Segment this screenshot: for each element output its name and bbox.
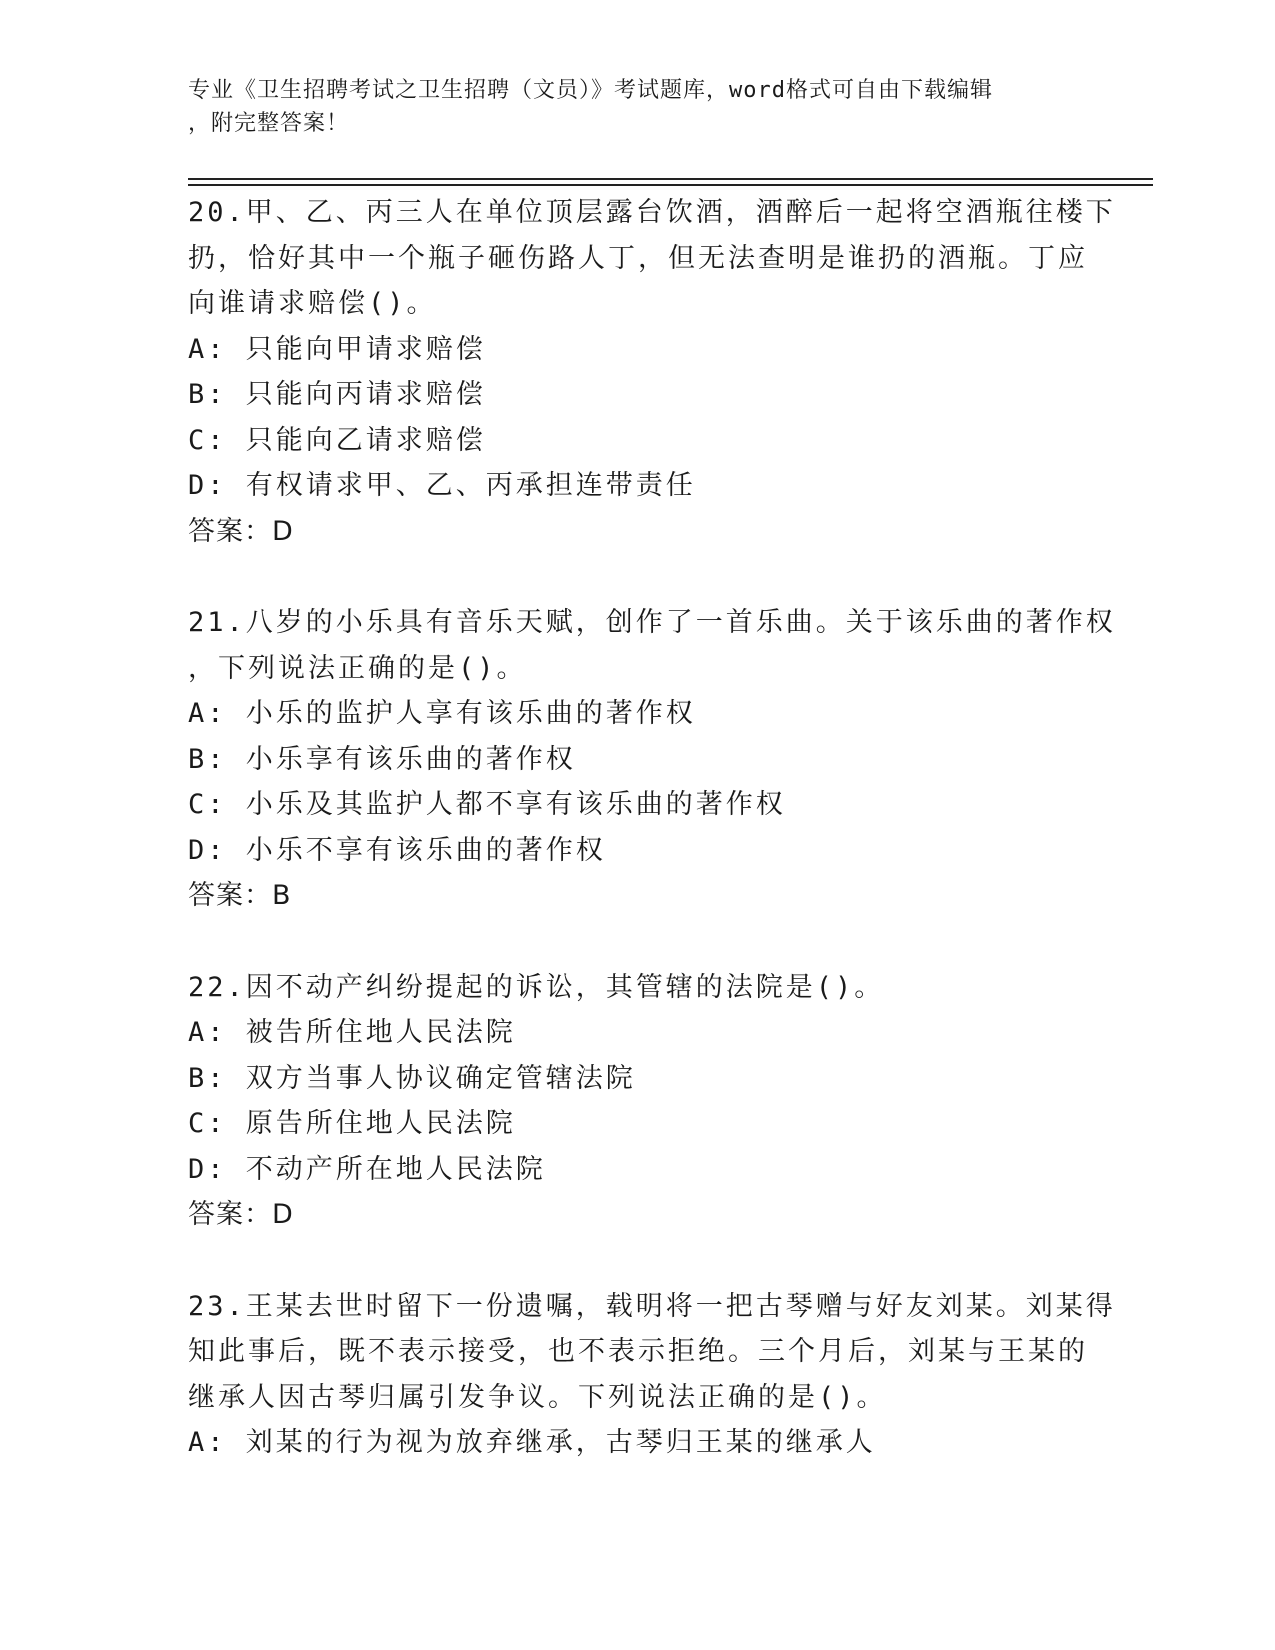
header-line-1: 专业《卫生招聘考试之卫生招聘（文员）》考试题库，word格式可自由下载编辑 <box>188 78 993 103</box>
question-text-line: 22.因不动产纠纷提起的诉讼，其管辖的法院是()。 <box>188 971 885 1003</box>
option-c: C: 小乐及其监护人都不享有该乐曲的著作权 <box>188 789 786 820</box>
document-header <box>188 74 1068 140</box>
option-c: C: 只能向乙请求赔偿 <box>188 424 486 456</box>
option-c: C: 原告所住地人民法院 <box>188 1108 516 1139</box>
header-rule-bottom <box>188 184 1153 186</box>
question-text-line: ，下列说法正确的是()。 <box>188 652 527 684</box>
option-a: A: 只能向甲请求赔偿 <box>188 333 486 365</box>
question-text-line: 扔，恰好其中一个瓶子砸伤路人丁，但无法查明是谁扔的酒瓶。丁应 <box>188 242 1088 274</box>
header-rule-top <box>188 178 1153 180</box>
answer-line: 答案：D <box>188 515 294 547</box>
option-a: A: 小乐的监护人享有该乐曲的著作权 <box>188 698 696 729</box>
option-a: A: 刘某的行为视为放弃继承，古琴归王某的继承人 <box>188 1427 876 1458</box>
option-a: A: 被告所住地人民法院 <box>188 1017 516 1048</box>
question-22 <box>188 965 1088 1238</box>
question-text-line: 继承人因古琴归属引发争议。下列说法正确的是()。 <box>188 1381 887 1413</box>
option-d: D: 有权请求甲、乙、丙承担连带责任 <box>188 470 696 501</box>
question-text-line: 向谁请求赔偿()。 <box>188 288 437 319</box>
spacer <box>188 919 1088 965</box>
answer-line: 答案：D <box>188 1199 294 1230</box>
question-text-line: 20.甲、乙、丙三人在单位顶层露台饮酒，酒醉后一起将空酒瓶往楼下 <box>188 197 1116 228</box>
question-text-line: 21.八岁的小乐具有音乐天赋，创作了一首乐曲。关于该乐曲的著作权 <box>188 607 1116 638</box>
option-d: D: 不动产所在地人民法院 <box>188 1153 546 1185</box>
header-line-2: ，附完整答案！ <box>188 111 350 136</box>
option-b: B: 只能向丙请求赔偿 <box>188 379 486 410</box>
option-b: B: 小乐享有该乐曲的著作权 <box>188 743 576 775</box>
question-21 <box>188 600 1116 919</box>
spacer <box>188 1238 1088 1284</box>
option-b: B: 双方当事人协议确定管辖法院 <box>188 1062 636 1094</box>
question-23 <box>188 1284 1116 1466</box>
answer-line: 答案：B <box>188 880 292 911</box>
question-text-line: 知此事后，既不表示接受，也不表示拒绝。三个月后，刘某与王某的 <box>188 1336 1088 1367</box>
question-text-line: 23.王某去世时留下一份遗嘱，载明将一把古琴赠与好友刘某。刘某得 <box>188 1290 1116 1322</box>
spacer <box>188 554 1088 600</box>
option-d: D: 小乐不享有该乐曲的著作权 <box>188 834 606 866</box>
question-20 <box>188 190 1116 554</box>
question-list <box>188 190 1116 1466</box>
